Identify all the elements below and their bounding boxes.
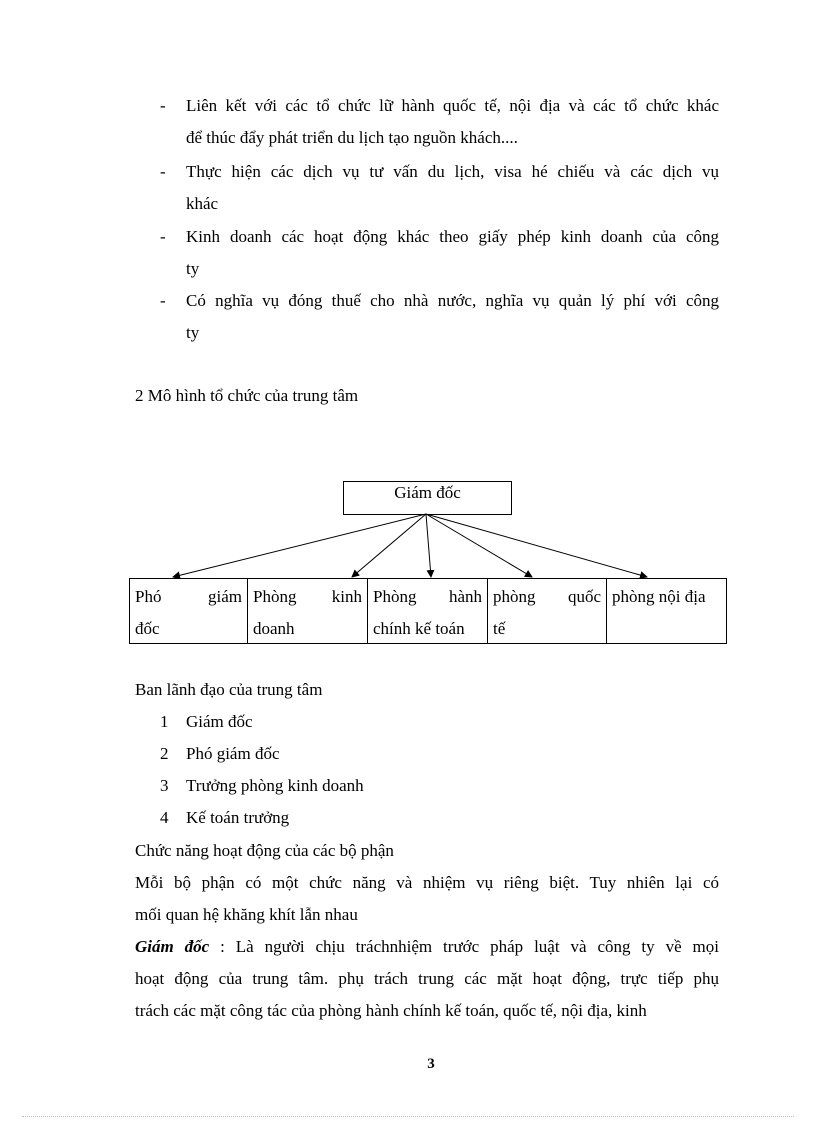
bullet-marker: - (160, 227, 166, 246)
org-dept-line-2: doanh (253, 619, 295, 638)
functions-para-line-2: mối quan hệ khăng khít lẫn nhau (135, 905, 358, 924)
org-dept-line-1: Phòng hành (373, 587, 482, 606)
director-term: Giám đốc (135, 937, 210, 956)
bullet-marker: - (160, 291, 166, 310)
leadership-heading: Ban lãnh đạo của trung tâm (135, 680, 323, 699)
bullet-4-line-2: ty (186, 323, 200, 342)
bullet-2-line-1: Thực hiện các dịch vụ tư vấn du lịch, visa hé chiếu và các dịch vụ (186, 162, 719, 181)
org-dept-line-1: Phòng kinh (253, 587, 362, 606)
director-para-line-1 (135, 937, 719, 957)
list-item-number: 2 (160, 744, 169, 763)
connector-arrow (426, 514, 431, 577)
bullet-4-line-1: Có nghĩa vụ đóng thuế cho nhà nước, nghĩa vụ quản lý phí với công (186, 291, 719, 310)
section-heading: 2 Mô hình tổ chức của trung tâm (135, 386, 359, 405)
director-para-line-2: hoạt động của trung tâm. phụ trách trung các mặt hoạt động, trực tiếp phụ (135, 969, 719, 988)
org-dept-line-1: phòng quốc (493, 587, 601, 606)
bullet-1-line-1: Liên kết với các tổ chức lữ hành quốc tế, nội địa và các tổ chức khác (186, 96, 719, 115)
org-dept-line-1: Phó giám (135, 587, 242, 606)
list-item: Trưởng phòng kinh doanh (186, 776, 364, 795)
org-dept-phong-quoc-te (487, 578, 607, 644)
bullet-1-line-2: để thúc đẩy phát triển du lịch tạo nguồn khách.... (186, 128, 518, 147)
bullet-marker: - (160, 96, 166, 115)
list-item: Phó giám đốc (186, 744, 280, 763)
org-dept-pho-giam-doc (129, 578, 248, 644)
org-dept-phong-hanh-chinh (367, 578, 488, 644)
list-item-number: 3 (160, 776, 169, 795)
director-para-line-1-text: : Là người chịu tráchnhiệm trước pháp luật và công ty về mọi (209, 937, 719, 956)
connector-arrow (173, 514, 426, 577)
director-para-line-3: trách các mặt công tác của phòng hành chính kế toán, quốc tế, nội địa, kinh (135, 1001, 647, 1020)
org-dept-phong-kinh-doanh (247, 578, 368, 644)
org-dept-line-2: tế (493, 619, 506, 638)
org-dept-line-1: phòng nội địa (612, 587, 706, 606)
page-number: 3 (427, 1056, 435, 1072)
list-item-number: 4 (160, 808, 169, 827)
functions-para-line-1: Mỗi bộ phận có một chức năng và nhiệm vụ riêng biệt. Tuy nhiên lại có (135, 873, 719, 892)
functions-heading: Chức năng hoạt động của các bộ phận (135, 841, 394, 860)
bullet-2-line-2: khác (186, 194, 219, 213)
list-item-number: 1 (160, 712, 169, 731)
connector-arrow (426, 514, 647, 577)
bullet-3-line-1: Kinh doanh các hoạt động khác theo giấy phép kinh doanh của công (186, 227, 719, 246)
org-dept-line-2: đốc (135, 619, 160, 638)
org-chart-top-label: Giám đốc (394, 483, 461, 502)
org-dept-line-2: chính kế toán (373, 619, 465, 638)
bullet-marker: - (160, 162, 166, 181)
connector-arrow (426, 514, 532, 577)
list-item: Giám đốc (186, 712, 253, 731)
list-item: Kế toán trưởng (186, 808, 290, 827)
page-bottom-divider (22, 1116, 794, 1117)
org-dept-phong-noi-dia (606, 578, 727, 644)
bullet-3-line-2: ty (186, 259, 200, 278)
